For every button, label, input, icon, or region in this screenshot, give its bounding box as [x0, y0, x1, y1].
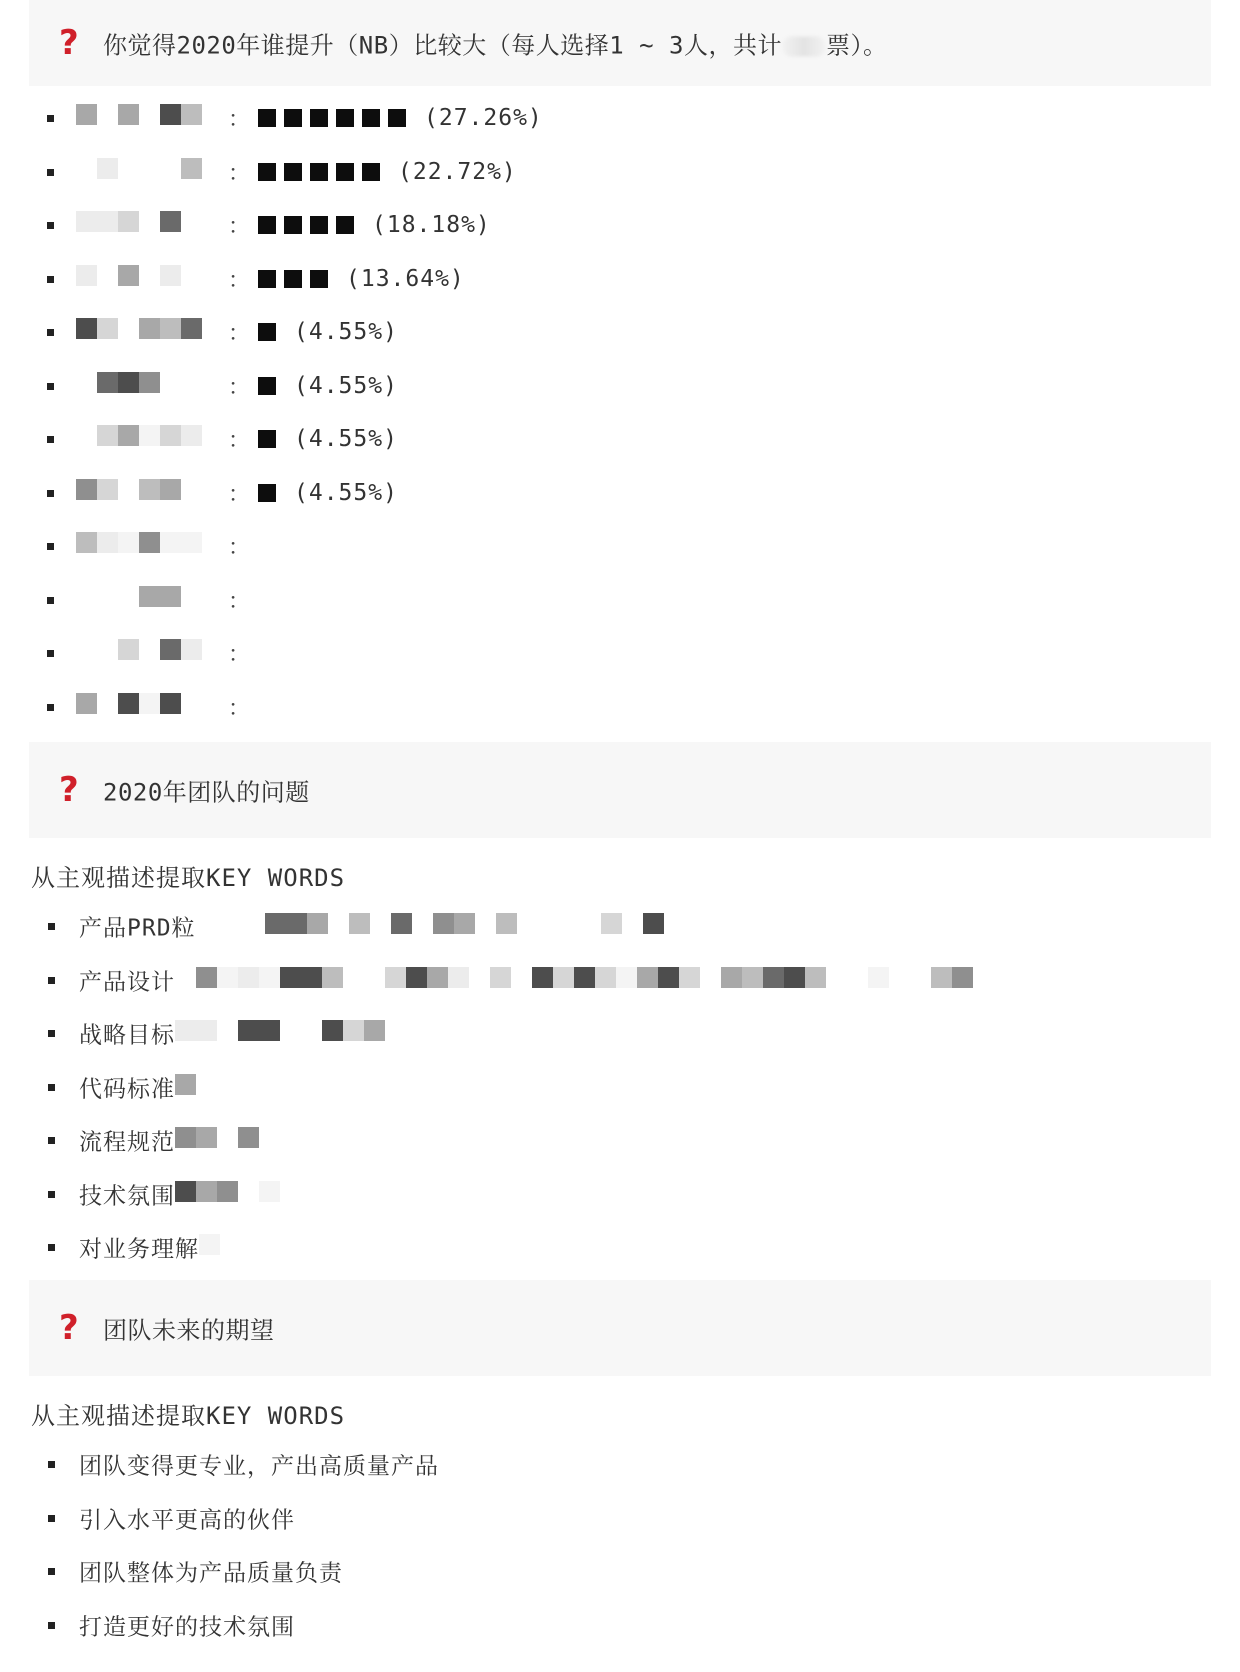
list-item	[0, 906, 1240, 946]
vote-separator: ：	[228, 268, 251, 294]
vote-separator: ：	[228, 107, 251, 133]
bullet-icon	[47, 222, 54, 229]
redacted-count	[782, 37, 826, 57]
vote-row	[0, 582, 1240, 618]
vote-square-icon	[336, 163, 354, 181]
vote-separator: ：	[228, 375, 251, 401]
mosaic-pixel	[364, 1020, 385, 1041]
mosaic-pixel	[217, 967, 238, 988]
mosaic-pixel	[118, 532, 139, 553]
vote-separator: ：	[228, 321, 251, 347]
mosaic-pixel	[259, 1181, 280, 1202]
mosaic-pixel	[175, 1181, 196, 1202]
mosaic-pixel	[139, 532, 160, 553]
mosaic-pixel	[406, 967, 427, 988]
list-item-text: 代码标准	[79, 1076, 175, 1103]
mosaic-pixel	[181, 104, 202, 125]
mosaic-pixel	[118, 639, 139, 660]
mosaic-pixel	[196, 1181, 217, 1202]
vote-bar	[258, 373, 398, 399]
problems-subheading: 从主观描述提取KEY WORDS	[31, 864, 346, 892]
bullet-icon	[47, 276, 54, 283]
question-header-team-problems	[29, 742, 1211, 838]
vote-square-icon	[336, 216, 354, 234]
mosaic-pixel	[196, 1020, 217, 1041]
list-item	[0, 1120, 1240, 1160]
mosaic-pixel	[259, 1020, 280, 1041]
mosaic-pixel	[643, 913, 664, 934]
bullet-icon	[47, 650, 54, 657]
vote-square-icon	[310, 109, 328, 127]
bullet-icon	[47, 490, 54, 497]
question-mark-icon: ?	[59, 1308, 79, 1348]
mosaic-pixel	[160, 104, 181, 125]
mosaic-pixel	[160, 318, 181, 339]
vote-percent: (4.55%)	[294, 319, 398, 345]
mosaic-pixel	[118, 265, 139, 286]
vote-percent: (22.72%)	[398, 159, 517, 185]
mosaic-pixel	[139, 586, 160, 607]
vote-square-icon	[310, 163, 328, 181]
question-mark-icon: ?	[59, 23, 79, 63]
mosaic-pixel	[97, 158, 118, 179]
list-item	[0, 1498, 1240, 1538]
mosaic-pixel	[160, 586, 181, 607]
vote-square-icon	[284, 109, 302, 127]
vote-square-icon	[336, 109, 354, 127]
vote-separator: ：	[228, 642, 251, 668]
mosaic-pixel	[199, 1234, 220, 1255]
vote-row	[0, 261, 1240, 297]
list-item	[0, 1067, 1240, 1107]
vote-square-icon	[258, 270, 276, 288]
list-item	[0, 1013, 1240, 1053]
redacted-name	[76, 639, 202, 667]
mosaic-pixel	[454, 913, 475, 934]
mosaic-pixel	[322, 967, 343, 988]
mosaic-pixel	[97, 211, 118, 232]
mosaic-pixel	[427, 967, 448, 988]
mosaic-pixel	[97, 372, 118, 393]
mosaic-pixel	[532, 967, 553, 988]
mosaic-pixel	[181, 425, 202, 446]
vote-percent: (27.26%)	[424, 105, 543, 131]
mosaic-pixel	[679, 967, 700, 988]
vote-row	[0, 421, 1240, 457]
list-item	[0, 1444, 1240, 1484]
bullet-icon	[48, 1191, 55, 1198]
mosaic-pixel	[139, 425, 160, 446]
vote-row	[0, 100, 1240, 136]
bullet-icon	[47, 543, 54, 550]
vote-row	[0, 689, 1240, 725]
vote-square-icon	[258, 163, 276, 181]
mosaic-pixel	[175, 1074, 196, 1095]
mosaic-pixel	[181, 158, 202, 179]
mosaic-pixel	[196, 967, 217, 988]
mosaic-pixel	[868, 967, 889, 988]
bullet-icon	[47, 704, 54, 711]
mosaic-pixel	[97, 425, 118, 446]
vote-square-icon	[362, 163, 380, 181]
redacted-name	[76, 532, 202, 560]
vote-bar	[258, 319, 398, 345]
question-title: 2020年团队的问题	[103, 778, 310, 807]
list-item-text: 流程规范	[79, 1129, 175, 1156]
vote-row	[0, 207, 1240, 243]
mosaic-pixel	[259, 967, 280, 988]
redacted-name	[76, 425, 202, 453]
mosaic-pixel	[76, 479, 97, 500]
mosaic-pixel	[307, 913, 328, 934]
redacted-name	[76, 104, 202, 132]
bullet-icon	[48, 977, 55, 984]
vote-square-icon	[284, 216, 302, 234]
question-header-team-expectations	[29, 1280, 1211, 1376]
vote-separator: ：	[228, 482, 251, 508]
vote-row	[0, 368, 1240, 404]
list-item-text: 打造更好的技术氛围	[79, 1614, 295, 1641]
vote-bar	[258, 212, 491, 238]
mosaic-pixel	[805, 967, 826, 988]
list-item-text: 战略目标	[79, 1022, 175, 1049]
mosaic-pixel	[181, 532, 202, 553]
redacted-text	[223, 913, 703, 939]
vote-bar	[258, 426, 398, 452]
mosaic-pixel	[616, 967, 637, 988]
mosaic-pixel	[97, 532, 118, 553]
vote-square-icon	[388, 109, 406, 127]
mosaic-pixel	[391, 913, 412, 934]
bullet-icon	[47, 115, 54, 122]
redacted-name	[76, 211, 202, 239]
mosaic-pixel	[160, 211, 181, 232]
mosaic-pixel	[139, 693, 160, 714]
vote-separator: ：	[228, 214, 251, 240]
mosaic-pixel	[286, 913, 307, 934]
question-header-nb-vote	[29, 0, 1211, 86]
mosaic-pixel	[238, 967, 259, 988]
mosaic-pixel	[76, 104, 97, 125]
mosaic-pixel	[637, 967, 658, 988]
mosaic-pixel	[763, 967, 784, 988]
list-item-text: 技术氛围	[79, 1183, 175, 1210]
bullet-icon	[48, 1084, 55, 1091]
mosaic-pixel	[160, 265, 181, 286]
redacted-text	[175, 1127, 295, 1153]
mosaic-pixel	[97, 318, 118, 339]
question-title: 你觉得2020年谁提升（NB）比较大（每人选择1 ~ 3人，共计 票）。	[103, 31, 888, 60]
vote-separator: ：	[228, 535, 251, 561]
mosaic-pixel	[160, 479, 181, 500]
redacted-name	[76, 479, 202, 507]
mosaic-pixel	[301, 967, 322, 988]
vote-percent: (4.55%)	[294, 426, 398, 452]
list-item	[0, 1174, 1240, 1214]
mosaic-pixel	[160, 639, 181, 660]
mosaic-pixel	[931, 967, 952, 988]
mosaic-pixel	[139, 372, 160, 393]
vote-square-icon	[258, 377, 276, 395]
mosaic-pixel	[76, 211, 97, 232]
mosaic-pixel	[175, 1127, 196, 1148]
vote-percent: (13.64%)	[346, 266, 465, 292]
redacted-name	[76, 158, 202, 186]
expectations-subheading: 从主观描述提取KEY WORDS	[31, 1402, 346, 1430]
mosaic-pixel	[385, 967, 406, 988]
vote-row	[0, 528, 1240, 564]
list-item	[0, 1551, 1240, 1591]
mosaic-pixel	[952, 967, 973, 988]
mosaic-pixel	[490, 967, 511, 988]
redacted-name	[76, 693, 202, 721]
mosaic-pixel	[784, 967, 805, 988]
list-item-text: 团队整体为产品质量负责	[79, 1560, 343, 1587]
bullet-icon	[47, 329, 54, 336]
mosaic-pixel	[280, 967, 301, 988]
bullet-icon	[48, 1515, 55, 1522]
vote-square-icon	[258, 323, 276, 341]
mosaic-pixel	[742, 967, 763, 988]
vote-square-icon	[310, 270, 328, 288]
bullet-icon	[47, 436, 54, 443]
bullet-icon	[47, 597, 54, 604]
bullet-icon	[48, 1622, 55, 1629]
vote-row	[0, 154, 1240, 190]
mosaic-pixel	[322, 1020, 343, 1041]
mosaic-pixel	[139, 479, 160, 500]
mosaic-pixel	[76, 318, 97, 339]
mosaic-pixel	[118, 372, 139, 393]
vote-bar	[258, 159, 517, 185]
mosaic-pixel	[181, 318, 202, 339]
mosaic-pixel	[118, 211, 139, 232]
list-item-text: 产品设计	[79, 969, 175, 996]
vote-square-icon	[362, 109, 380, 127]
mosaic-pixel	[238, 1127, 259, 1148]
bullet-icon	[48, 1244, 55, 1251]
vote-square-icon	[310, 216, 328, 234]
vote-row	[0, 635, 1240, 671]
list-item-text: 产品PRD粒	[79, 915, 196, 942]
list-item	[0, 1227, 1240, 1267]
mosaic-pixel	[217, 1181, 238, 1202]
mosaic-pixel	[238, 1020, 259, 1041]
list-item-text: 引入水平更高的伙伴	[79, 1507, 295, 1534]
vote-percent: (18.18%)	[372, 212, 491, 238]
bullet-icon	[48, 923, 55, 930]
mosaic-pixel	[118, 104, 139, 125]
question-mark-icon: ?	[59, 770, 79, 810]
mosaic-pixel	[118, 693, 139, 714]
mosaic-pixel	[448, 967, 469, 988]
bullet-icon	[47, 169, 54, 176]
mosaic-pixel	[139, 318, 160, 339]
vote-row	[0, 314, 1240, 350]
mosaic-pixel	[595, 967, 616, 988]
mosaic-pixel	[181, 639, 202, 660]
redacted-name	[76, 318, 202, 346]
mosaic-pixel	[76, 265, 97, 286]
vote-square-icon	[284, 270, 302, 288]
mosaic-pixel	[721, 967, 742, 988]
redacted-text	[175, 967, 975, 993]
mosaic-pixel	[343, 1020, 364, 1041]
vote-separator: ：	[228, 589, 251, 615]
bullet-icon	[47, 383, 54, 390]
list-item-text: 对业务理解	[79, 1236, 199, 1263]
list-item-text: 团队变得更专业，产出高质量产品	[79, 1453, 439, 1480]
mosaic-pixel	[574, 967, 595, 988]
vote-square-icon	[258, 109, 276, 127]
vote-separator: ：	[228, 161, 251, 187]
bullet-icon	[48, 1030, 55, 1037]
mosaic-pixel	[496, 913, 517, 934]
mosaic-pixel	[265, 913, 286, 934]
vote-bar	[258, 480, 398, 506]
vote-bar	[258, 266, 465, 292]
redacted-name	[76, 372, 202, 400]
mosaic-pixel	[118, 425, 139, 446]
vote-separator: ：	[228, 428, 251, 454]
vote-percent: (4.55%)	[294, 480, 398, 506]
mosaic-pixel	[175, 1020, 196, 1041]
vote-row	[0, 475, 1240, 511]
redacted-name	[76, 265, 202, 293]
mosaic-pixel	[76, 693, 97, 714]
redacted-text	[199, 1234, 319, 1260]
list-item	[0, 1605, 1240, 1645]
mosaic-pixel	[160, 425, 181, 446]
mosaic-pixel	[658, 967, 679, 988]
mosaic-pixel	[553, 967, 574, 988]
vote-separator: ：	[228, 696, 251, 722]
mosaic-pixel	[433, 913, 454, 934]
bullet-icon	[48, 1461, 55, 1468]
vote-square-icon	[258, 430, 276, 448]
redacted-text	[175, 1181, 295, 1207]
redacted-name	[76, 586, 202, 614]
bullet-icon	[48, 1568, 55, 1575]
bullet-icon	[48, 1137, 55, 1144]
redacted-text	[175, 1020, 435, 1046]
mosaic-pixel	[97, 479, 118, 500]
redacted-text	[175, 1074, 235, 1100]
mosaic-pixel	[160, 532, 181, 553]
vote-square-icon	[258, 216, 276, 234]
mosaic-pixel	[349, 913, 370, 934]
vote-square-icon	[258, 484, 276, 502]
vote-percent: (4.55%)	[294, 373, 398, 399]
mosaic-pixel	[601, 913, 622, 934]
vote-square-icon	[284, 163, 302, 181]
mosaic-pixel	[196, 1127, 217, 1148]
mosaic-pixel	[160, 693, 181, 714]
question-title: 团队未来的期望	[103, 1316, 275, 1345]
vote-bar	[258, 105, 543, 131]
list-item	[0, 960, 1240, 1000]
mosaic-pixel	[76, 532, 97, 553]
